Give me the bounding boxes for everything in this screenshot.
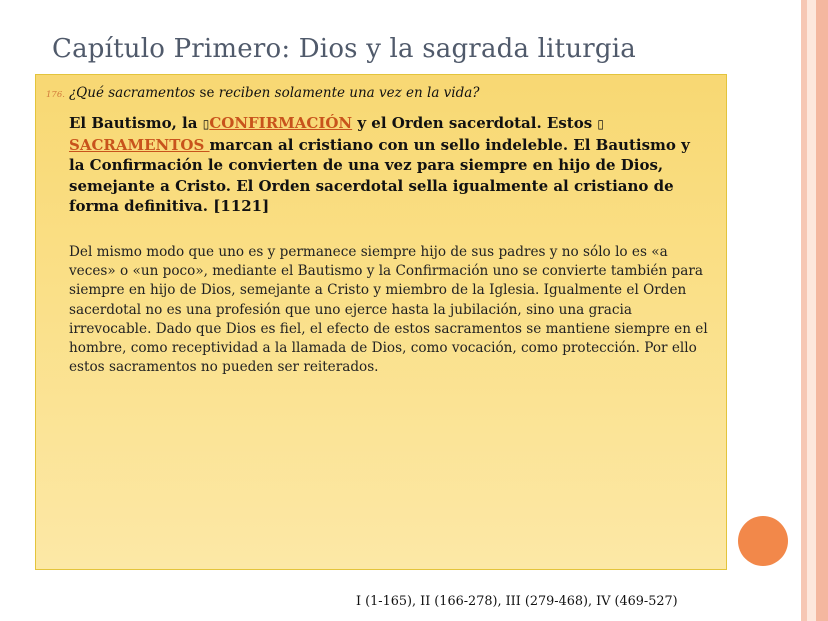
footer-sections: I (1-165), II (166-278), III (279-468), IV (469-527) <box>356 594 678 609</box>
decor-stripe <box>816 0 828 621</box>
answer-text-1: El Bautismo, la <box>69 114 203 132</box>
question-text-1: ¿Qué sacramentos <box>68 85 196 101</box>
decor-stripe <box>807 0 816 621</box>
question-text-2: se <box>195 85 219 101</box>
missing-glyph-icon: ▯ <box>202 117 210 131</box>
question-text-3: reciben solamente una vez en la vida? <box>218 85 480 101</box>
confirmacion-link[interactable]: CONFIRMACIÓN <box>209 114 353 132</box>
question-number: 176. <box>46 90 65 100</box>
missing-glyph-icon: ▯ <box>597 117 605 131</box>
sacramentos-link[interactable]: SACRAMENTOS <box>69 135 210 154</box>
answer-text-2: y el Orden sacerdotal. Estos <box>352 114 598 132</box>
orange-circle-decor <box>738 516 788 566</box>
answer-paragraph <box>69 113 701 217</box>
slide-title: Capítulo Primero: Dios y la sagrada liturgia <box>52 34 636 64</box>
explanation-paragraph: Del mismo modo que uno es y permanece siempre hijo de sus padres y no sólo lo es «a veces» o «un poco», mediante el Bautismo y la Confirmación uno se convierte también para siempre en hijo de Dios, semejante a Cristo y miembro de la Iglesia. Igualmente el Orden sacerdotal no es una profesión que uno ejerce hasta la jubilación, sino una gracia irrevocable. Dado que Dios es fiel, el efecto de estos sacramentos se mantiene siempre en el hombre, como receptividad a la llamada de Dios, como vocación, como protección. Por ello estos sacramentos no pueden ser reiterados. <box>69 244 708 376</box>
answer-text-3: marcan al cristiano con un sello indeleble. El Bautismo y la Confirmación le convierten de una vez para siempre en hijo de Dios, semejante a Cristo. El Orden sacerdotal sella igualmente al cristiano de forma definitiva. [1121] <box>69 135 690 215</box>
question <box>46 85 480 101</box>
content-box <box>35 74 727 570</box>
